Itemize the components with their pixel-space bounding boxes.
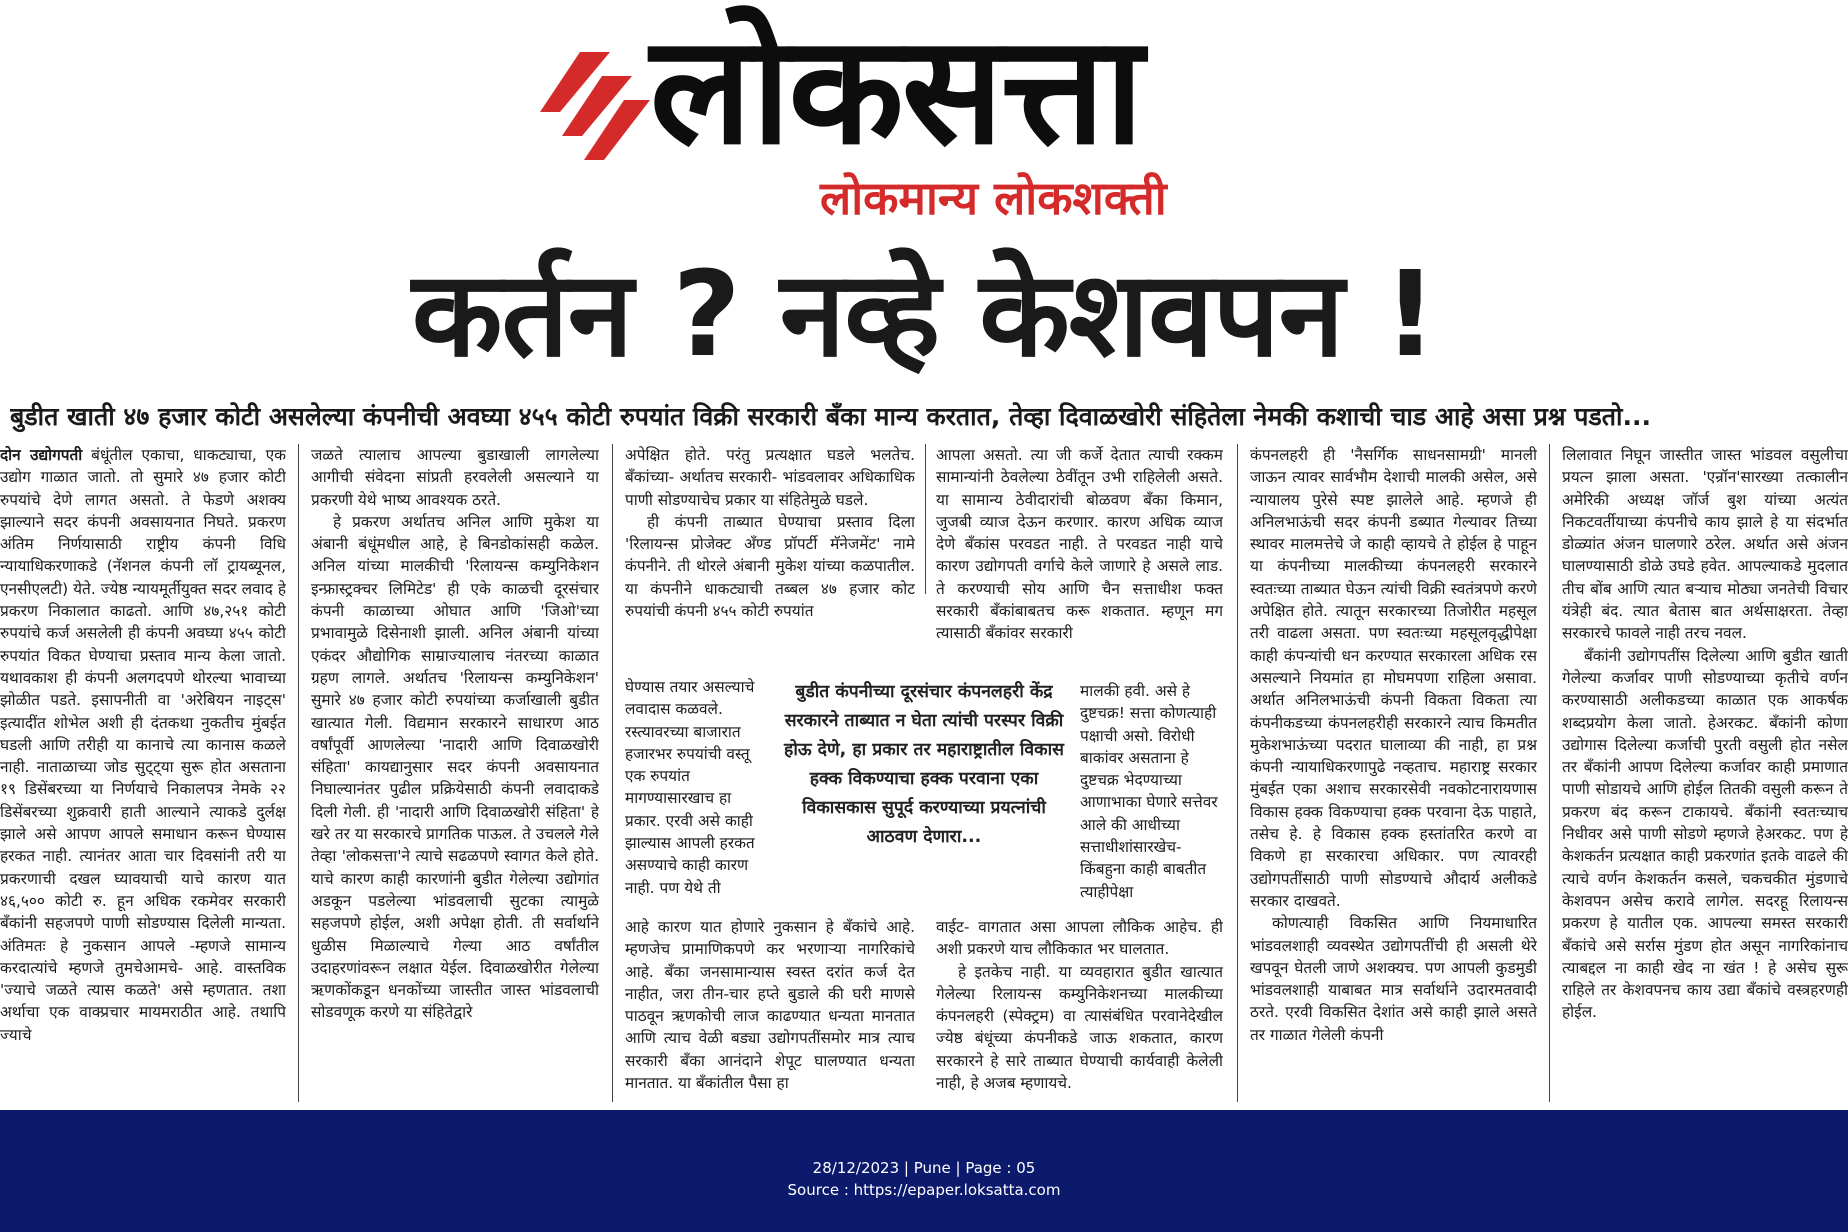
article-column-4-bottom (936, 916, 1223, 1102)
masthead (0, 0, 1848, 232)
article-column-2 (311, 444, 599, 1104)
paragraph: वाईट- वागतात असा आपला लौकिक आहेच. ही अशी प्रकरणे याच लौकिकात भर घालतात. (936, 918, 1223, 959)
masthead-tagline: लोकमान्य लोकशक्ती (820, 171, 1167, 225)
article-column-3-wrap (625, 676, 765, 916)
pull-quote: बुडीत कंपनीच्या दूरसंचार कंपनलहरी केंद्र सरकारने ताब्यात न घेता त्यांची परस्पर विक्री होऊ देणे, हा प्रकार तर महाराष्ट्रातील विकास हक्क विकण्याचा हक्क परवाना एका विकासकास सुपूर्द करण्याच्या प्रयत्नांची आठवण देणारा... (776, 676, 1072, 910)
paragraph: हे इतकेच नाही. या व्यवहारात बुडीत खात्यात गेलेल्या रिलायन्स कम्युनिकेशनच्या मालकीच्या कंपनलहरी (स्पेक्ट्रम) वा त्यासंबंधित परवानेदेखील ज्येष्ठ बंधूंच्या कंपनीकडे जाऊ शकतात, कारण सरकारने हे सारे ताब्यात घेण्याची कार्यवाही केलेली नाही, हे अजब म्हणायचे. (936, 962, 1223, 1093)
paragraph: बंधूंतील एकाचा, धाकट्याचा, एक उद्योग गाळात जातो. तो सुमारे ४७ हजार कोटी रुपयांचे देणे लागत असतो. ते फेडणे अशक्य झाल्याने सदर कंपनी अवसायनात निघते. प्रकरण अंतिम निर्णयासाठी राष्ट्रीय कंपनी विधि न्यायाधिकरणाकडे (नॅशनल कंपनी लॉ ट्रायब्यूनल, एनसीएलटी) येते. ज्येष्ठ न्यायमूर्तीयुक्त सदर लवाद हे प्रकरण निकालात काढतो. आणि ४७,२५१ कोटी रुपयांचे कर्ज असलेली ही कंपनी अवघ्या ४५५ कोटी रुपयांत विकत घेण्याचा प्रस्ताव मान्य केला जातो. यथावकाश ही कंपनी अलगदपणे थोरल्या भावाच्या झोळीत पडते. इसापनीती वा 'अरेबियन नाइट्स' इत्यादींत शोभेल अशी ही दंतकथा नुकतीच मुंबईत घडली आणि तरीही या कानाचे त्या कानास कळले नाही. नाताळाच्या जोड सुट्ट्या सुरू होत असताना १९ डिसेंबरच्या या निर्णयाचे निकालपत्र नेमके २२ डिसेंबरच्या शुक्रवारी हाती आल्याने त्याकडे दुर्लक्ष झाले असे आपण आपले समाधान करून घेण्यास हरकत नाही. त्यानंतर आता चार दिवसांनी तरी या प्रकरणाची दखल घ्यावयाची याचे कारण यात ४६,५०० कोटी रु. हून अधिक रकमेवर सरकारी बँकांनी सहजपणे पाणी सोडण्यास दिलेली मान्यता. अंतिमतः हे नुकसान आपले -म्हणजे सामान्य करदात्यांचे म्हणजे तुमचेआमचे- आहे. वास्तविक 'ज्याचे जळते त्यास कळते' असे म्हणतात. तशा अर्थाचा एक वाक्प्रचार मायमराठीत आहे. तथापि ज्याचे (0, 446, 286, 1044)
paragraph: आहे कारण यात होणारे नुकसान हे बँकांचे आहे. म्हणजेच प्रामाणिकपणे कर भरणाऱ्या नागरिकांचे आहे. बँका जनसामान्यास स्वस्त दरांत कर्ज देत नाहीत, जरा तीन-चार हप्ते बुडाले की घरी माणसे पाठवून ऋणकोची लाज काढण्यात धन्यता मानतात आणि त्याच वेळी बड्या उद्योगपतींसमोर मात्र त्याच सरकारी बँका आनंदाने शेपूट घालण्यात धन्यता मानतात. या बँकांतील पैसा हा (625, 918, 915, 1093)
article-column-6 (1562, 444, 1848, 1104)
article-column-3-bottom (625, 916, 915, 1102)
paragraph: लिलावात निघून जास्तीत जास्त भांडवल वसुलीचा प्रयत्न झाला असता. 'एन्रॉन'सारख्या तत्कालीन अमेरिकी अध्यक्ष जॉर्ज बुश यांच्या अत्यंत निकटवर्तीयाच्या कंपनीचे काय झाले हे या संदर्भात डोळ्यांत अंजन घालणारे ठरेल. अर्थात असे अंजन घालण्यासाठी डोळे उघडे हवेत. आपल्याकडे मुदलात तीच बोंब आणि त्यात बऱ्याच मोठ्या जनतेची विचार यंत्रेही बंद. त्यात बेतास बात अर्थसाक्षरता. तेव्हा सरकारचे फावले नाही तरच नवल. (1562, 446, 1848, 643)
masthead-logo: लोकसत्ता (650, 4, 1142, 178)
article-headline: कर्तन ? नव्हे केशवपन ! (411, 245, 1437, 383)
paragraph: बँकांनी उद्योगपतींस दिलेल्या आणि बुडीत खाती गेलेल्या कर्जावर पाणी सोडण्याच्या कृतीचे वर्णन करण्यासाठी अलीकडच्या काळात एक आकर्षक शब्दप्रयोग केला जातो. हेअरकट. बँकांनी कोणा उद्योगास दिलेल्या कर्जाची पुरती वसुली होत नसेल तर बँकांनी आपण दिलेल्या कर्जावर काही प्रमाणात पाणी सोडायचे आणि होईल तितकी वसुली करून ते प्रकरण बंद करून टाकायचे. बँकांनी स्वतःच्याच निधीवर असे पाणी सोडणे म्हणजे हेअरकट. पण हे केशकर्तन प्रत्यक्षात काही प्रकरणांत इतके वाढले की त्याचे वर्णन केशकर्तन कसले, चकचकीत मुंडणाचे केशवपन असेच करावे लागेल. सदरहू रिलायन्स प्रकरण हे यातील एक. आपल्या समस्त सरकारी बँकांचे असे सर्रास मुंडण होत असून नागरिकांनाच त्याबद्दल ना काही खेद ना खंत ! हे असेच सुरू राहिले तर केशवपनच काय उद्या बँकांचे वस्त्रहरणही होईल. (1562, 646, 1848, 1022)
loksatta-logo-stripes-icon (540, 52, 650, 172)
article-subhead: बुडीत खाती ४७ हजार कोटी असलेल्या कंपनीची अवघ्या ४५५ कोटी रुपयांत विक्री सरकारी बँका मान्य करतात, तेव्हा दिवाळखोरी संहितेला नेमकी कशाची चाड आहे असा प्रश्न पडतो... (10, 402, 1651, 431)
paragraph: घेण्यास तयार असल्याचे लवादास कळवले. रस्त्यावरच्या बाजारात हजारभर रुपयांची वस्तू एक रुपयांत मागण्यासारखाच हा प्रकार. एरवी असे काही झाल्यास आपली हरकत असण्याचे काही कारण नाही. पण येथे ती (625, 678, 755, 897)
footer-band (0, 1110, 1848, 1232)
paragraph: ही कंपनी ताब्यात घेण्याचा प्रस्ताव दिला 'रिलायन्स प्रोजेक्ट अँण्ड प्रॉपर्टी मॅनेजमेंट' नामे कंपनीने. ती थोरले अंबानी मुकेश यांच्या कळपातील. या कंपनीने धाकट्याची तब्बल ४७ हजार कोट रुपयांची कंपनी ४५५ कोटी रुपयांत (625, 512, 915, 621)
paragraph: हे प्रकरण अर्थातच अनिल आणि मुकेश या अंबानी बंधूंमधील आहे, हे बिनडोकांसही कळेल. अनिल यांच्या मालकीची 'रिलायन्स कम्युनिकेशन इन्फ्रास्ट्रक्चर लिमिटेड' ही एके काळची दूरसंचार कंपनी काळाच्या ओघात आणि 'जिओ'च्या प्रभावामुळे दिसेनाशी झाली. अनिल अंबानी यांच्या एकंदर औद्योगिक साम्राज्यालाच नंतरच्या काळात ग्रहण लागले. अर्थातच 'रिलायन्स कम्युनिकेशन' सुमारे ४७ हजार कोटी रुपयांच्या कर्जाखाली बुडीत खात्यात गेली. विद्यमान सरकारने साधारण आठ वर्षांपूर्वी आणलेल्या 'नादारी आणि दिवाळखोरी संहिता' कायद्यानुसार सदर कंपनी अवसायनात निघाल्यानंतर पुढील प्रक्रियेसाठी कंपनी लवादाकडे दिली गेली. ही 'नादारी आणि दिवाळखोरी संहिता' हे खरे तर या सरकारचे प्रागतिक पाऊल. ते उचलले गेले तेव्हा 'लोकसत्ता'ने त्याचे सढळपणे स्वागत केले होते. याचे कारण काही कारणांनी बुडीत गेलेल्या उद्योगांत अडकून पडलेल्या भांडवलाची सुटका त्यामुळे सहजपणे होईल, अशी अपेक्षा होती. ती सर्वार्थाने धुळीस मिळाल्याचे गेल्या आठ वर्षांतील उदाहरणांवरून लक्षात येईल. दिवाळखोरीत गेलेल्या ऋणकोंकडून धनकोंच्या जास्तीत जास्त भांडवलाची सोडवणूक करणे या संहितेद्वारे (311, 512, 599, 1022)
article-column-1 (0, 444, 286, 1104)
source-link[interactable]: Source : https://epaper.loksatta.com (787, 1181, 1061, 1199)
lead-in: दोन उद्योगपती (0, 446, 83, 464)
paragraph: कंपनलहरी ही 'नैसर्गिक साधनसामग्री' मानली जाऊन त्यावर सार्वभौम देशाची मालकी असेल, असे न्यायालय पुरेसे स्पष्ट झालेले आहे. म्हणजे ही अनिलभाऊंची सदर कंपनी डब्यात गेल्यावर तिच्या स्थावर मालमत्तेचे जे काही व्हायचे ते होईल हे पाहून या कंपनीच्या मालकीच्या कंपनलहरी सरकारने स्वतःच्या ताब्यात घेऊन त्यांची विक्री स्वतंत्रपणे करणे अपेक्षित होते. त्यातून सरकारच्या तिजोरीत महसूल तरी वाढला असता. पण स्वतःच्या महसूलवृद्धीपेक्षा काही कंपन्यांची धन करण्यात सरकारला अधिक रस असल्याने नियमांत हा मोघमपणा राहिला असावा. अर्थात अनिलभाऊंची कंपनी विकता विकता त्या कंपनीकडच्या कंपनलहरीही सरकारने त्याच किमतीत मुकेशभाऊंच्या पदरात घालाव्या की नाही, हा प्रश्न कंपनी न्यायाधिकरणापुढे नव्हताच. महाराष्ट्र सरकार मुंबईत एका अशाच सरकारसेवी नवकोटनारायणास विकास हक्क विकण्याचा हक्क परवाना देऊ पाहाते, तसेच हे. हे विकास हक्क हस्तांतरित करणे वा विकणे हा सरकारचा अधिकार. पण त्यावरही उद्योगपतींसाठी पाणी सोडण्याचे औदार्य अलीकडे सरकार दाखवते. (1250, 446, 1537, 910)
article-column-4-wrap (1080, 680, 1223, 916)
paragraph: जळते त्यालाच आपल्या बुडाखाली लागलेल्या आगीची संवेदना सांप्रती हरवलेली असल्याने या प्रकरणी येथे भाष्य आवश्यक ठरते. (311, 446, 599, 509)
article-column-3-top (625, 444, 915, 676)
paragraph: कोणत्याही विकसित आणि नियमाधारित भांडवलशाही व्यवस्थेत उद्योगपतींची ही असली थेरे खपवून घेतली जाणे अशक्यच. पण आपली कुडमुडी भांडवलशाही याबाबत मात्र सर्वार्थाने उदारमतवादी ठरते. एरवी विकसित देशांत असे काही झाले असते तर गाळात गेलेली कंपनी (1250, 914, 1537, 1044)
paragraph: मालकी हवी. असे हे दुष्टचक्र! सत्ता कोणत्याही पक्षाची असो. विरोधी बाकांवर असताना हे दुष्टचक्र भेदण्याच्या आणाभाका घेणारे सत्तेवर आले की आधीच्या सत्ताधीशांसारखेच- किंबहुना काही बाबतीत त्याहीपेक्षा (1080, 682, 1218, 901)
paragraph: अपेक्षित होते. परंतु प्रत्यक्षात घडले भलतेच. बँकांच्या- अर्थातच सरकारी- भांडवलावर अधिकाधिक पाणी सोडण्याचेच प्रकार या संहितेमुळे घडले. (625, 446, 915, 509)
edition-info: 28/12/2023 | Pune | Page : 05 (812, 1159, 1036, 1177)
paragraph: आपला असतो. त्या जी कर्जे देतात त्याची रक्कम सामान्यांनी ठेवलेल्या ठेवींतून उभी राहिलेली असते. या सामान्य ठेवीदारांची बोळवण बँका किमान, जुजबी व्याज देऊन करणार. कारण अधिक व्याज देणे बँकांस परवडत नाही. ते परवडत नाही याचे कारण उद्योगपती वर्गाचे केले जाणारे हे असले लाड. ते करण्याची सोय आणि चैन सत्ताधीश फक्त सरकारी बँकांबाबतच करू शकतात. म्हणून मग त्यासाठी बँकांवर सरकारी (936, 446, 1223, 643)
article-column-5 (1250, 444, 1537, 1104)
article-column-4-top (936, 444, 1223, 680)
